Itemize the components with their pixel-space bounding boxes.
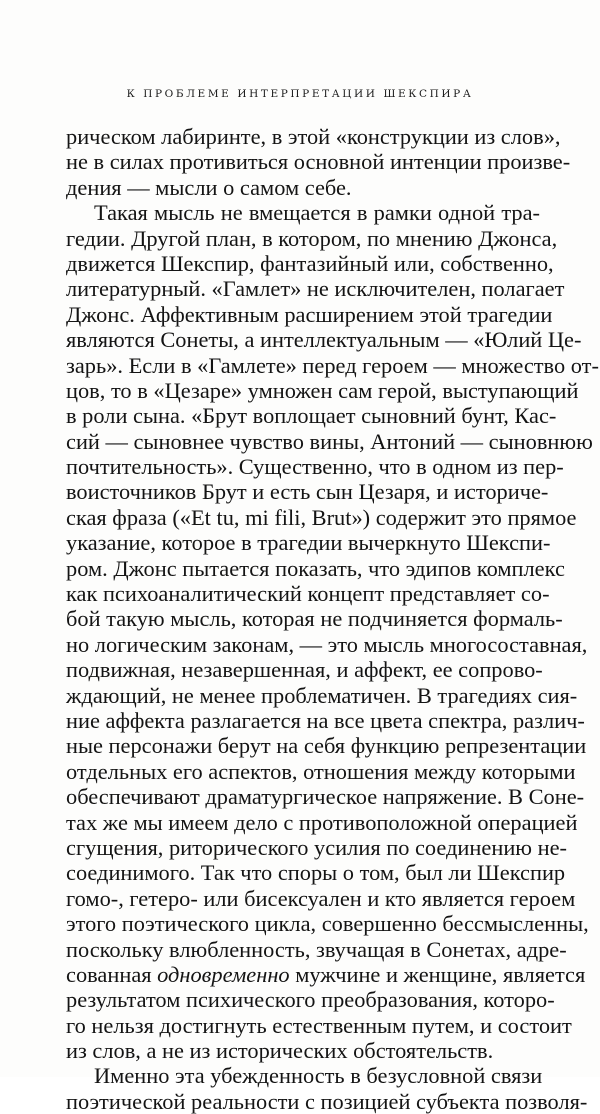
text-line: литературный. «Гамлет» не исключителен, полагает	[66, 276, 565, 302]
text-line: ром. Джонс пытается показать, что эдипов комплекс	[66, 555, 565, 581]
text-line: рическом лабиринте, в этой «конструкции из слов»,	[66, 124, 561, 149]
text-line: из слов, а не из исторических обстоятельств.	[66, 1038, 494, 1064]
text-line: указание, которое в трагедии вычеркнуто Шекспи-	[66, 530, 551, 556]
text-line: зарь». Если в «Гамлете» перед героем — множество от-	[66, 352, 599, 378]
text-line: обеспечивают драматургическое напряжение. В Соне-	[66, 784, 585, 810]
text-line: бой такую мысль, которая не подчиняется формаль-	[66, 606, 563, 632]
text-line: поэтической реальности с позицией субъекта позволя-	[66, 1088, 588, 1114]
text-line: ждающий, не менее проблематичен. В трагедиях сия-	[66, 682, 578, 708]
text-line: являются Сонеты, а интеллектуальным — «Юлий Це-	[66, 327, 582, 353]
running-head: К ПРОБЛЕМЕ ИНТЕРПРЕТАЦИИ ШЕКСПИРА	[126, 88, 474, 100]
text-line: гомо-, гетеро- или бисексуален и кто является героем	[66, 885, 576, 911]
body-text	[66, 124, 599, 1114]
text-line: цов, то в «Цезаре» умножен сам герой, выступающий	[66, 377, 579, 403]
text-line: ные персонажи берут на себя функцию репрезентации	[66, 733, 587, 759]
text-line: но логическим законам, — это мысль многосоставная,	[66, 631, 588, 657]
emphasized-word: одновременно	[157, 961, 290, 987]
text-line: не в силах противиться основной интенции произве-	[66, 149, 571, 175]
text-line: почтительность». Существенно, что в одном из пер-	[66, 454, 564, 480]
text-line: отдельных его аспектов, отношения между которыми	[66, 758, 576, 784]
text-line: как психоаналитический концепт представляет со-	[66, 581, 550, 607]
text-line: ние аффекта разлагается на все цвета спектра, различ-	[66, 707, 585, 733]
line-segment: мужчине и женщине, является	[289, 961, 586, 987]
text-line: Именно эта убежденность в безусловной связи	[94, 1063, 543, 1089]
text-line: дения — мысли о самом себе.	[66, 174, 352, 200]
text-line: Джонс. Аффективным расширением этой трагедии	[66, 301, 553, 327]
text-line: в роли сына. «Брут воплощает сыновний бунт, Кас-	[66, 403, 557, 429]
text-line: поскольку влюбленность, звучащая в Сонетах, адре-	[66, 936, 567, 962]
text-line: Такая мысль не вмещается в рамки одной тра-	[94, 200, 540, 226]
text-line: сий — сыновнее чувство вины, Антоний — сыновнюю	[66, 428, 593, 454]
text-line: воисточников Брут и есть сын Цезаря, и историче-	[66, 479, 549, 505]
text-line: результатом психического преобразования, которо-	[66, 987, 555, 1013]
text-line: тах же мы имеем дело с противоположной операцией	[66, 809, 578, 835]
text-line: сгущения, риторического усилия по соединению не-	[66, 834, 568, 860]
text-line: го нельзя достигнуть естественным путем, и состоит	[66, 1012, 572, 1038]
text-line: ская фраза («Et tu, mi fili, Brut») содержит это прямое	[66, 504, 577, 530]
text-line-with-emphasis	[66, 961, 586, 987]
text-line: этого поэтического цикла, совершенно бессмысленны,	[66, 911, 589, 937]
text-line: соединимого. Так что споры о том, был ли Шекспир	[66, 860, 566, 886]
text-line: гедии. Другой план, в котором, по мнению Джонса,	[66, 225, 558, 251]
text-line: движется Шекспир, фантазийный или, собственно,	[66, 250, 554, 276]
line-segment: сованная	[66, 961, 158, 987]
text-line: подвижная, незавершенная, и аффект, ее сопрово-	[66, 657, 543, 683]
